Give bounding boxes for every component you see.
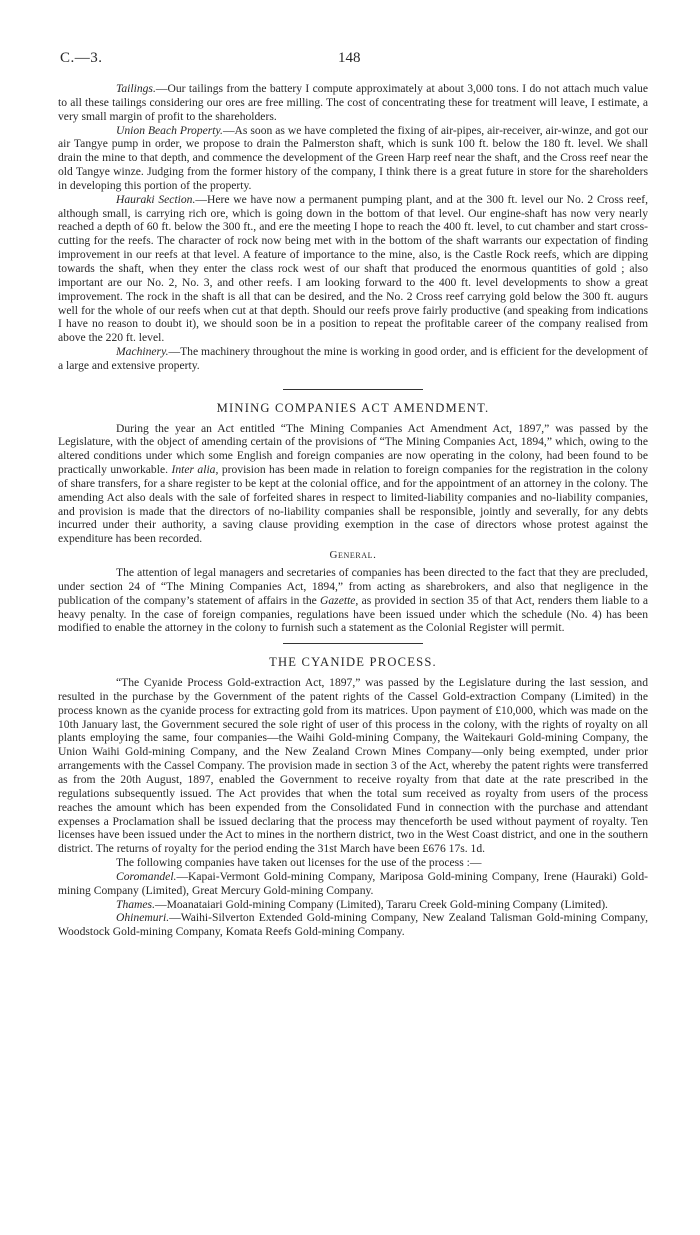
district-ohinemuri: Ohinemuri. <box>116 911 170 925</box>
mining-act-text-b: provision has been made in relation to foreign companies for the registration in the colony of share transfers, for a share register to be kept at the colonial office, and for the appointment of an attorney in the colony. The amending Act also deals with the sale of forfeited shares in respect to limited-liability companies and no-liability companies, and provision is made that the directors of no-liability companies shall be responsible, jointly and severally, for any debts incurred under their authority, a saving clause providing exemption in the case of directors whose protest against the expenditure has been recorded. <box>58 463 648 546</box>
section-divider <box>283 643 423 644</box>
section-divider <box>283 389 423 390</box>
text-hauraki: —Here we have now a permanent pumping plant, and at the 300 ft. level our No. 2 Cross reef, although small, is carrying rich ore, which is going down in the bottom of that level. Our engine-shaft has now very nearly reached a depth of 60 ft. below the 300 ft., and ere the meeting I hope to reach the 400 ft. level, to cut chamber and start cross-cutting for the reefs. The character of rock now being met with in the bottom of the shaft warrants our expectation of finding improvement in our reefs at that level. A feature of importance to the mine, also, is the Castle Rock reefs, which are dipping towards the shaft, when they enter the class rock west of our shaft that produced the enormous quantities of gold ; also important are our No. 2, No. 3, and other reefs. I am looking forward to the 400 ft. level developments to show a great improvement. The rock in the shaft is all that can be desired, and the No. 2 Cross reef carrying gold below the 300 ft. augurs well for the whole of our reefs when cut at that depth. Should our reefs prove fairly productive (and speaking from indications I have no reason to doubt it), we should soon be in a position to repeat the profitable career of the company realised from above the 220 ft. level. <box>58 192 648 345</box>
heading-machinery: Machinery. <box>116 345 169 359</box>
text-machinery: —The machinery throughout the mine is working in good order, and is efficient for the development of a large and extensive property. <box>58 345 648 372</box>
subheading-general: General. <box>329 549 377 562</box>
paragraph-hauraki <box>58 193 648 345</box>
paragraph-coromandel <box>58 870 648 898</box>
paragraph-thames <box>58 898 648 912</box>
district-coromandel: Coromandel. <box>116 869 177 883</box>
companies-ohinemuri: —Waihi-Silverton Extended Gold-mining Company, New Zealand Talisman Gold-mining Company, Woodstock Gold-mining Company, Komata Reefs Gold-mining Company. <box>58 911 648 939</box>
text-tailings: —Our tailings from the battery I compute approximately at about 3,000 tons. I do not attach much value to all these tailings considering our ores are free milling. The cost of concentrating these for treatment will leave, I estimate, a very small margin of profit to the shareholders. <box>58 82 648 123</box>
paragraph-licenses-intro: The following companies have taken out licenses for the use of the process :— <box>116 856 482 870</box>
heading-hauraki: Hauraki Section. <box>116 192 196 206</box>
paragraph-cyanide-act: “The Cyanide Process Gold-extraction Act, 1897,” was passed by the Legislature during the last session, and resulted in the purchase by the Government of the patent rights of the Cassel Gold-extraction Company (Limited) in the process known as the cyanide process for extracting gold from its matrices. Upon payment of £10,000, which was made on the 10th January last, the Government secured the sole right of user of this process in the colony, with the rights of royalty on all plants employing the same, four companies—the Waihi Gold-mining Company, the Waitekauri Gold-mining Company, the Union Waihi Gold-mining Company, and the New Zealand Crown Mines Company—only being exempted, under prior arrangements with the Cassel Company. The provision made in section 3 of the Act, whereby the patent rights were transferred as from the 20th August, 1897, enabled the Government to receive royalty from that date at the rate prescribed in the regulations subsequently issued. The Act provides that when the total sum received as royalty from users of the process reaches the amount which has been expended from the Consolidated Fund in connection with the purchase and attendant expenses a Proclamation shall be issued declaring that the process may thenceforth be used without payment of royalty. Ten licenses have been issued under the Act to mines in the northern district, two in the West Coast district, and one in the southern district. The returns of royalty for the period ending the 31st March have been £676 17s. 1d. <box>58 676 648 856</box>
paragraph-machinery <box>58 345 648 373</box>
heading-tailings: Tailings. <box>116 82 156 95</box>
mining-act-latin: Inter alia, <box>171 463 219 477</box>
mining-act-text-a: During the year an Act entitled “The Mining Companies Act Amendment Act, 1897,” was passed by the Legislature, with the object of amending certain of the provisions of “The Mining Companies Act, 1894,” which, owing to the altered conditions under which some English and foreign companies are now operating in the colony, had been found to be practically unworkable. <box>58 421 648 477</box>
section-title-cyanide: THE CYANIDE PROCESS. <box>269 655 437 670</box>
companies-coromandel: —Kapai-Vermont Gold-mining Company, Mariposa Gold-mining Company, Irene (Hauraki) Gold-mining Company (Limited), Great Mercury Gold-mining Company. <box>58 869 648 897</box>
page-number: 148 <box>338 50 361 66</box>
general-text-a: The attention of legal managers and secretaries of companies has been directed to the fact that they are precluded, under section 24 of “The Mining Companies Act, 1894,” from acting as sharebrokers, and also that negligence in the publication of the company’s statement of affairs in the <box>58 566 648 607</box>
text-union-beach: —As soon as we have completed the fixing of air-pipes, air-receiver, air-winze, and got our air Tangye pump in order, we propose to drain the Palmerston shaft, which is sunk 100 ft. below the 180 ft. level. We shall drain the mine to that depth, and commence the development of the Green Harp reef near the shaft, and the Cross reef near the old Tangye winze. Judging from the former history of the company, I think there is a great future in store for the shareholders in developing this portion of the property. <box>58 123 648 192</box>
district-thames: Thames. <box>116 897 155 911</box>
paragraph-mining-act <box>58 422 648 547</box>
companies-thames: —Moanataiari Gold-mining Company (Limited), Tararu Creek Gold-mining Company (Limited). <box>154 897 608 911</box>
page-body <box>58 82 648 939</box>
report-reference: C.—3. <box>60 50 103 66</box>
general-text-b: as provided in section 35 of that Act, renders them liable to a heavy penalty. In the case of foreign companies, regulations have been issued under which the schedule (No. 4) has been modified to enable the attorney in the colony to furnish such a statement as the Colonial Register will permit. <box>58 593 648 635</box>
paragraph-tailings <box>58 82 648 124</box>
paragraph-ohinemuri <box>58 911 648 939</box>
paragraph-general <box>58 566 648 635</box>
section-title-mining-act: MINING COMPANIES ACT AMENDMENT. <box>216 400 490 415</box>
paragraph-union-beach <box>58 124 648 193</box>
heading-union-beach: Union Beach Property. <box>116 123 223 137</box>
general-gazette: Gazette, <box>320 593 359 607</box>
